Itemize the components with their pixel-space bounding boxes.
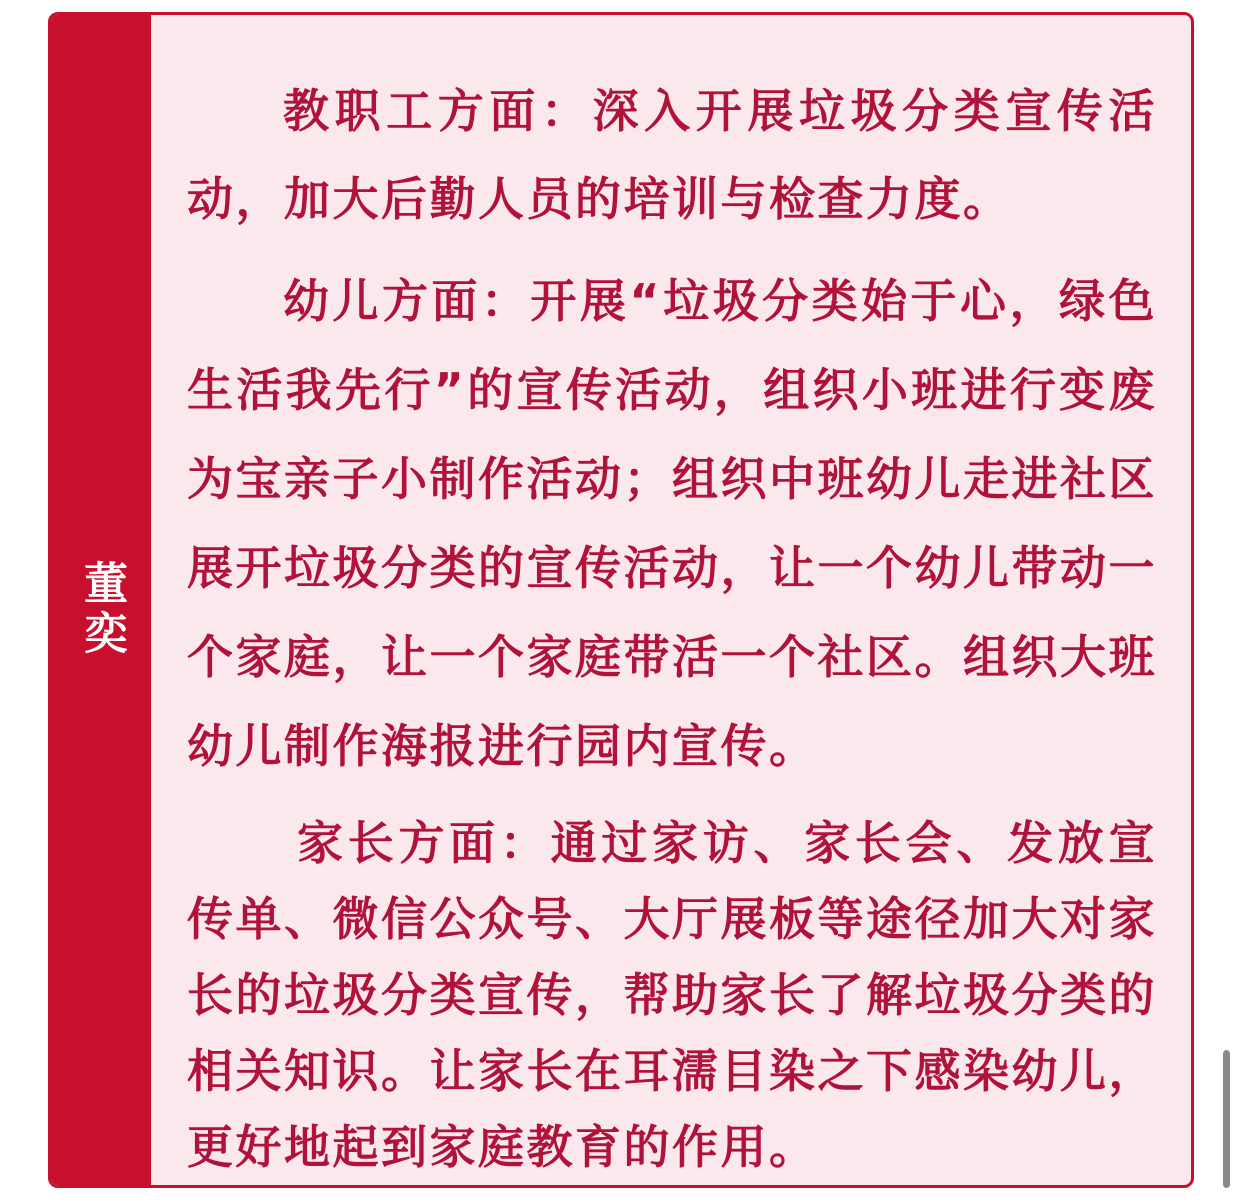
paragraph-staff: 教职工方面：深入开展垃圾分类宣传活动，加大后勤人员的培训与检查力度。 — [187, 84, 1157, 226]
paragraph-parents: 家长方面：通过家访、家长会、发放宣传单、微信公众号、大厅展板等途径加大对家长的垃圾分类宣传，帮助家长了解垃圾分类的相关知识。让家长在耳濡目染之下感染幼儿，更好地起到家庭教育的作用。 — [187, 816, 1157, 1174]
author-name: 董奕 — [76, 560, 127, 660]
paragraph-children: 幼儿方面：开展“垃圾分类始于心，绿色生活我先行”的宣传活动，组织小班进行变废为宝亲子小制作活动；组织中班幼儿走进社区展开垃圾分类的宣传活动，让一个幼儿带动一个家庭，让一个家庭带活一个社区。组织大班幼儿制作海报进行园内宣传。 — [187, 274, 1157, 773]
scrollbar-thumb[interactable] — [1223, 1050, 1230, 1188]
content-card — [48, 12, 1194, 1188]
article-body — [187, 67, 1157, 1188]
author-sidebar — [51, 15, 151, 1185]
